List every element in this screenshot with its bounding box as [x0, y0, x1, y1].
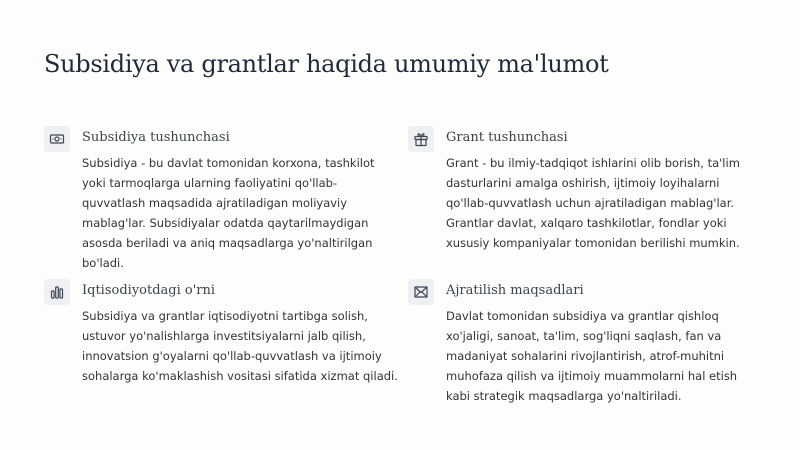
bar-chart-icon	[44, 279, 70, 305]
card-text: Subsidiya - bu davlat tomonidan korxona, tashkilot yoki tarmoqlarga ularning faoliyatini qo'llab-quvvatlash maqsadida ajratiladigan moliyaviy mablag'lar. Subsidiyalar odatda qaytarilmaydigan asosda beriladi va aniq maqsadlarga yo'naltirilgan bo'ladi.	[82, 156, 375, 270]
card-text: Subsidiya va grantlar iqtisodiyotni tartibga solish, ustuvor yo'nalishlarga investitsiyalarni jalb qilish, innovatsion g'oyalarni qo'llab-quvvatlash va ijtimoiy sohalarga ko'maklashish vositasi sifatida xizmat qiladi.	[82, 309, 398, 383]
envelope-icon	[408, 279, 434, 305]
card-title: Subsidiya tushunchasi	[82, 130, 230, 145]
card-title: Ajratilish maqsadlari	[446, 283, 584, 298]
banknote-icon	[44, 126, 70, 152]
page-title: Subsidiya va grantlar haqida umumiy ma'lumot	[44, 50, 609, 78]
card-title: Iqtisodiyotdagi o'rni	[82, 283, 216, 298]
card-title: Grant tushunchasi	[446, 130, 568, 145]
gift-icon	[408, 126, 434, 152]
card-text: Grant - bu ilmiy-tadqiqot ishlarini olib borish, ta'lim dasturlarini amalga oshirish, ijtimoiy loyihalarni qo'llab-quvvatlash uchun ajratiladigan mablag'lar. Grantlar davlat, xalqaro tashkilotlar, fondlar yoki xususiy kompaniyalar tomonidan berilishi mumkin.	[446, 156, 740, 250]
card-text: Davlat tomonidan subsidiya va grantlar qishloq xo'jaligi, sanoat, ta'lim, sog'liqni saqlash, fan va madaniyat sohalarini rivojlantirish, atrof-muhitni muhofaza qilish va ijtimoiy muammolarni hal etish kabi strategik maqsadlarga yo'naltiriladi.	[446, 309, 738, 403]
